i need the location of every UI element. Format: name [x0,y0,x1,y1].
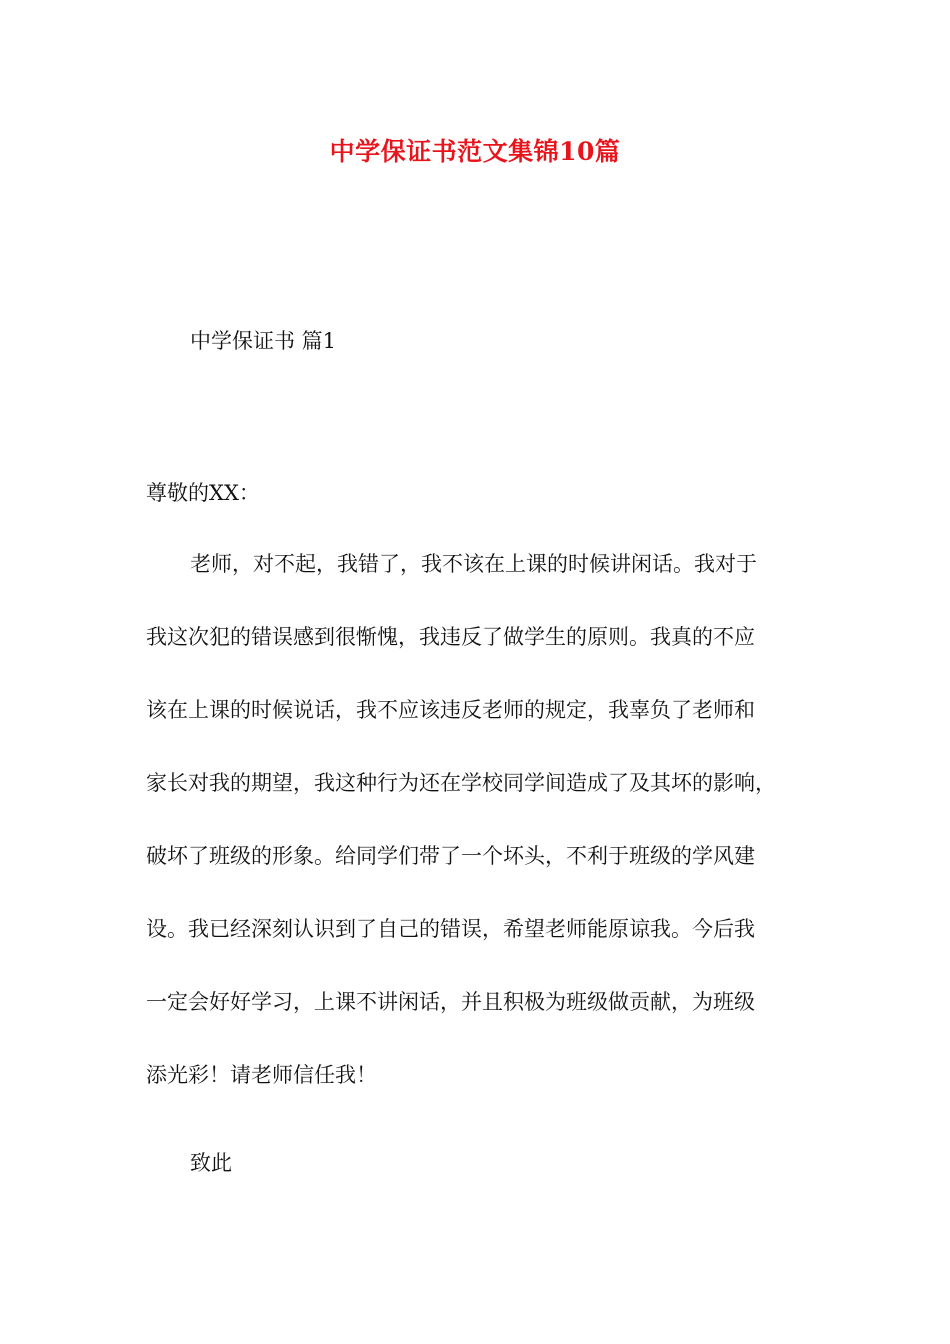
body-line: 该在上课的时候说话，我不应该违反老师的规定，我辜负了老师和 [146,698,755,722]
body-line: 老师，对不起，我错了，我不该在上课的时候讲闲话。我对于 [190,552,757,576]
body-line: 破坏了班级的形象。给同学们带了一个坏头，不利于班级的学风建 [146,844,755,868]
salutation: 尊敬的XX： [146,481,260,505]
body-line: 一定会好好学习，上课不讲闲话，并且积极为班级做贡献，为班级 [146,990,755,1014]
document-title: 中学保证书范文集锦10篇 [329,137,621,166]
body-line: 添光彩！请老师信任我！ [146,1063,377,1087]
section-heading: 中学保证书 篇1 [190,329,337,353]
body-line: 家长对我的期望，我这种行为还在学校同学间造成了及其坏的影响， [146,771,776,795]
closing-line: 致此 [190,1151,232,1175]
body-line: 设。我已经深刻认识到了自己的错误，希望老师能原谅我。今后我 [146,917,755,941]
body-line: 我这次犯的错误感到很惭愧，我违反了做学生的原则。我真的不应 [146,625,755,649]
letter-body [146,549,846,1133]
